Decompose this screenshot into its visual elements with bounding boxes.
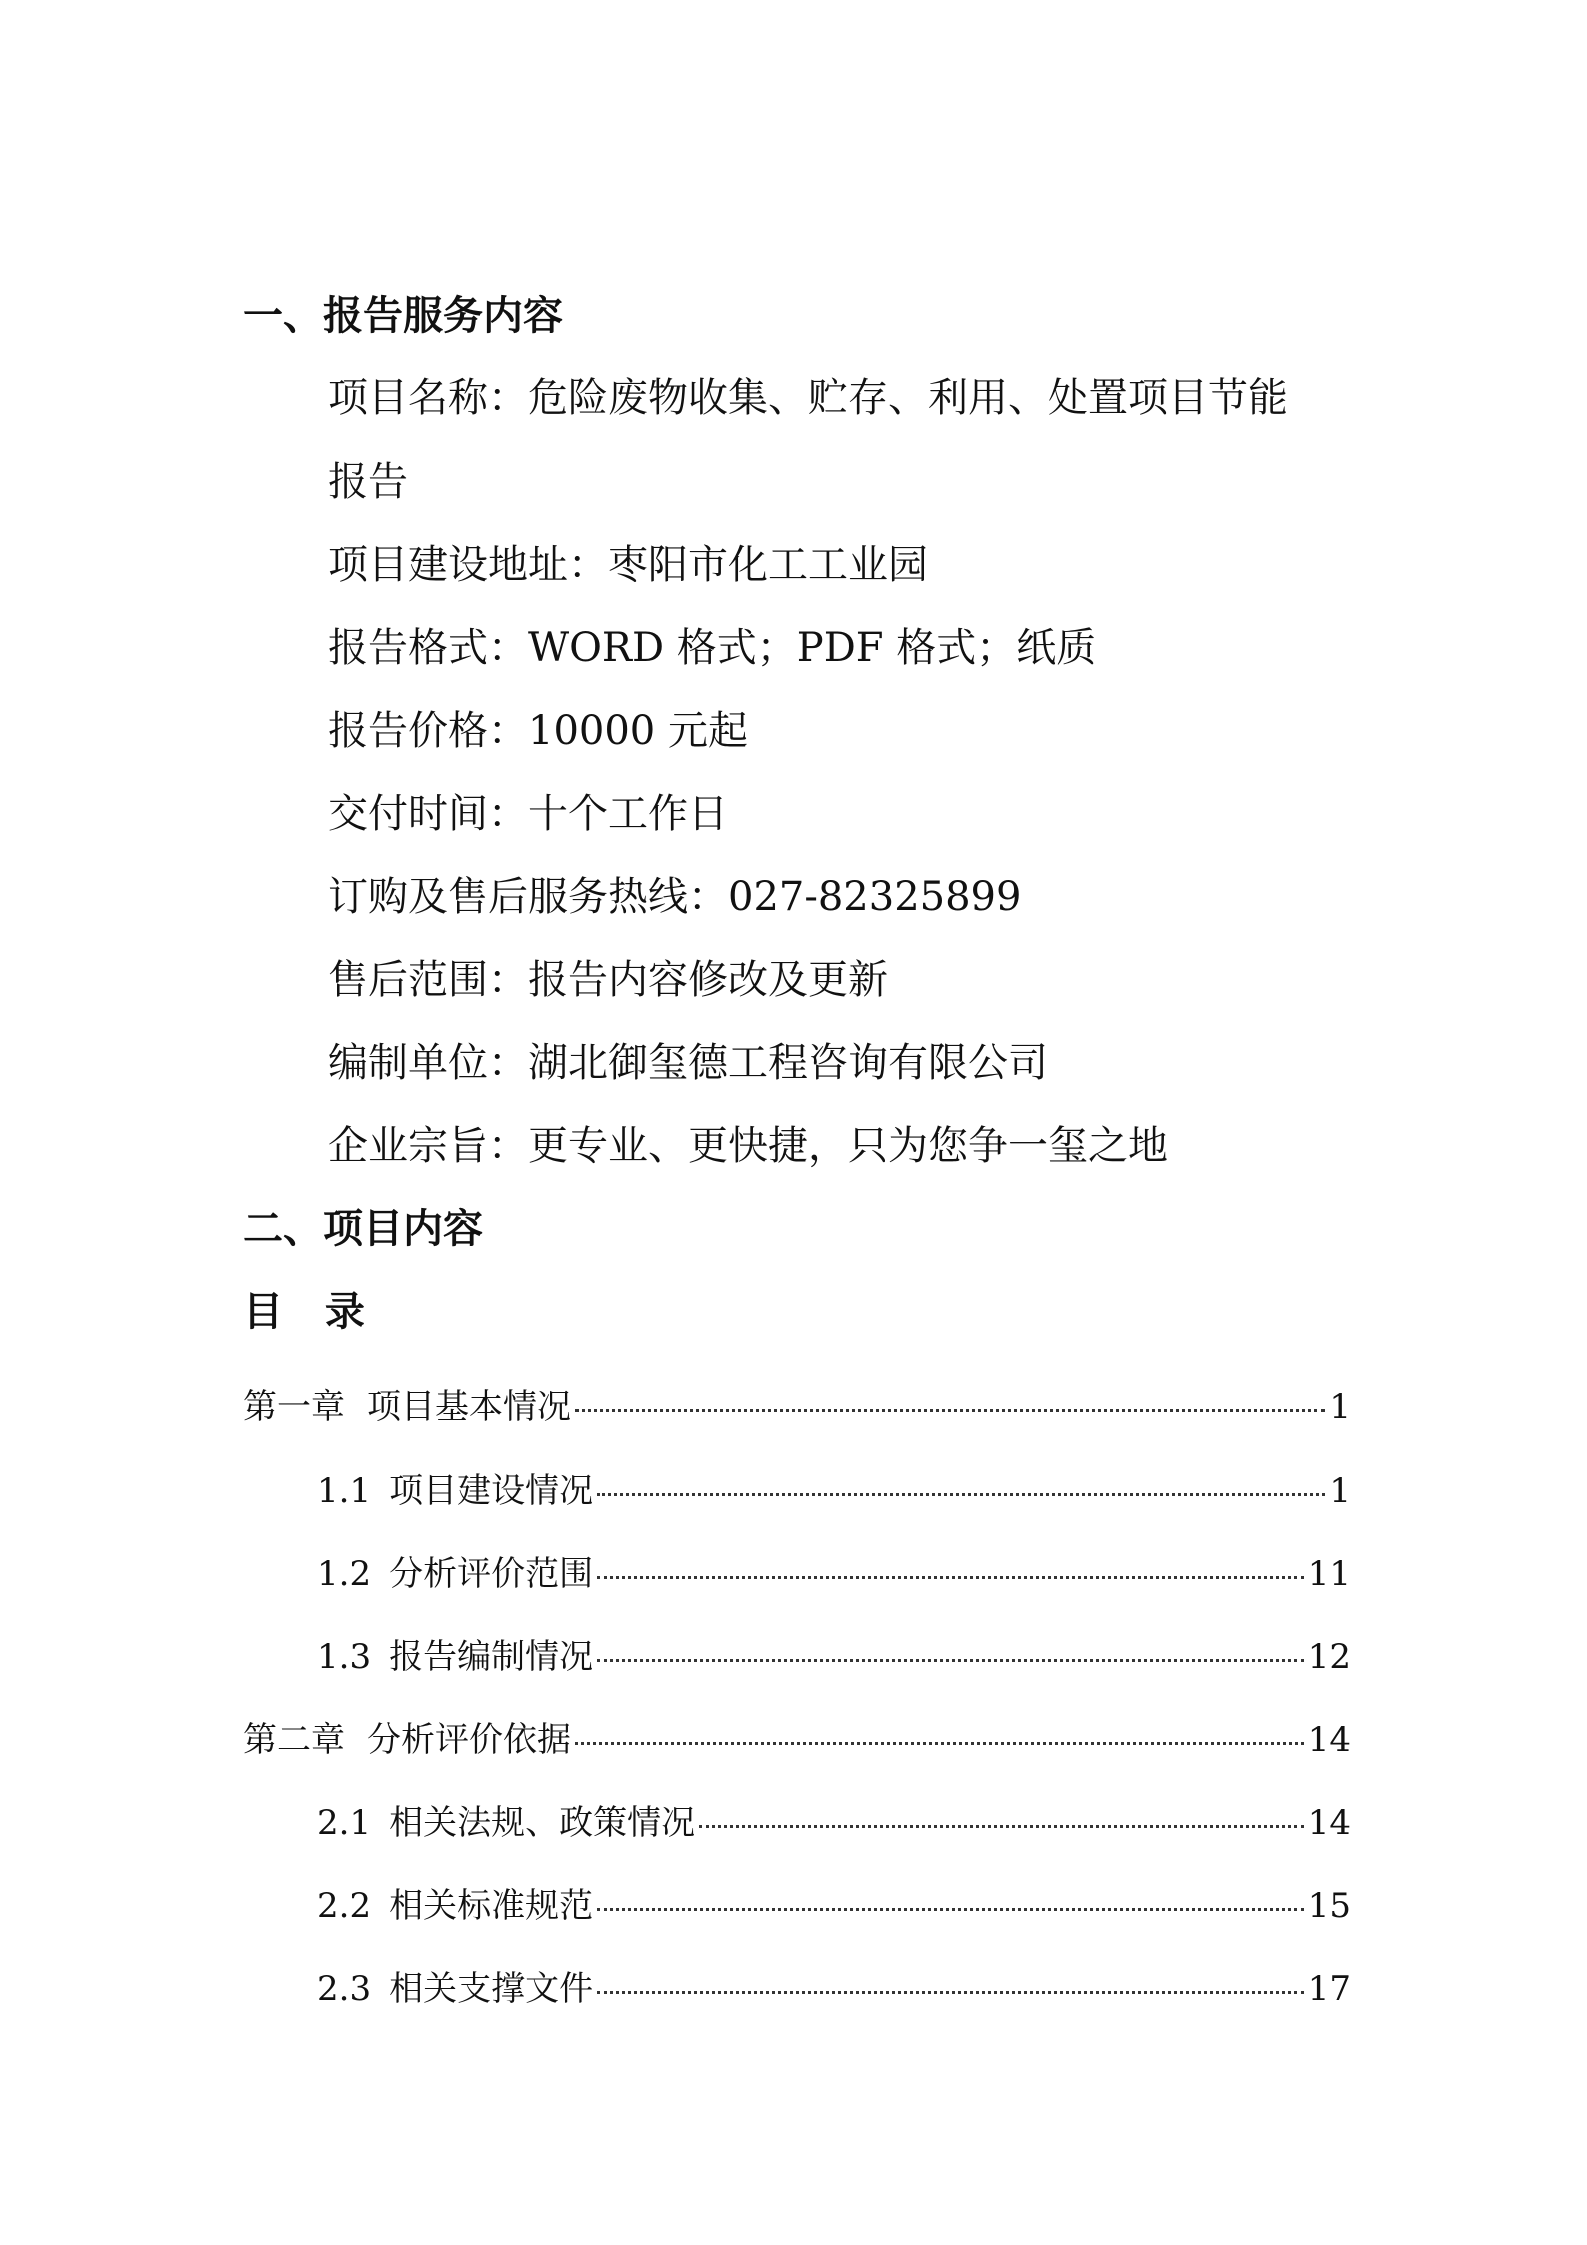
toc-entry-title: 相关支撑文件 [389, 1969, 594, 2009]
toc-entry[interactable] [317, 1801, 1351, 1845]
toc-entry-title: 分析评价范围 [389, 1554, 594, 1594]
toc-entry-title: 项目基本情况 [367, 1387, 571, 1427]
toc-entry-title: 项目建设情况 [389, 1471, 594, 1511]
project-address: 项目建设地址：枣阳市化工工业园 [328, 542, 928, 588]
toc-leader-dots [699, 1825, 1304, 1828]
toc-entry[interactable] [317, 1967, 1351, 2011]
report-format: 报告格式：WORD 格式；PDF 格式；纸质 [328, 625, 1097, 671]
toc-leader-dots [575, 1742, 1304, 1745]
toc-entry[interactable] [243, 1718, 1351, 1762]
toc-entry-title: 相关标准规范 [389, 1886, 594, 1926]
toc-entry-number: 1.1 [317, 1471, 372, 1511]
toc-entry-page: 14 [1307, 1803, 1351, 1843]
service-hotline: 订购及售后服务热线：027-82325899 [328, 874, 1022, 920]
toc-entry-page: 15 [1307, 1886, 1351, 1926]
compiler-unit: 编制单位：湖北御玺德工程咨询有限公司 [328, 1040, 1048, 1086]
toc-leader-dots [597, 1908, 1304, 1911]
project-name-line2: 报告 [328, 459, 408, 505]
toc-entry[interactable] [317, 1552, 1351, 1596]
toc-title: 目 录 [243, 1289, 379, 1335]
toc-entry-number: 2.1 [317, 1803, 372, 1843]
toc-leader-dots [597, 1576, 1304, 1579]
toc-entry-number: 第二章 [243, 1720, 345, 1760]
toc-entry-title: 相关法规、政策情况 [389, 1803, 696, 1843]
report-price: 报告价格：10000 元起 [328, 708, 748, 754]
toc-entry-number: 2.2 [317, 1886, 372, 1926]
toc-entry-number: 2.3 [317, 1969, 372, 2009]
toc-entry-page: 11 [1307, 1554, 1351, 1594]
after-sales-scope: 售后范围：报告内容修改及更新 [328, 957, 888, 1003]
toc-leader-dots [597, 1659, 1304, 1662]
toc-leader-dots [597, 1991, 1304, 1994]
toc-entry-title: 分析评价依据 [367, 1720, 571, 1760]
toc-entry-page: 17 [1307, 1969, 1351, 2009]
toc-entry-title: 报告编制情况 [389, 1637, 594, 1677]
toc-entry[interactable] [317, 1884, 1351, 1928]
toc-entry[interactable] [243, 1385, 1351, 1429]
toc-entry-number: 1.3 [317, 1637, 372, 1677]
project-name-line1: 项目名称：危险废物收集、贮存、利用、处置项目节能 [328, 375, 1288, 421]
delivery-time: 交付时间：十个工作日 [328, 791, 728, 837]
toc-entry-page: 14 [1307, 1720, 1351, 1760]
section-heading-project: 二、项目内容 [243, 1206, 483, 1252]
toc-entry-page: 12 [1307, 1637, 1351, 1677]
toc-entry-number: 1.2 [317, 1554, 372, 1594]
toc-entry-page: 1 [1329, 1471, 1351, 1511]
section-heading-service: 一、报告服务内容 [243, 293, 563, 339]
toc-entry[interactable] [317, 1635, 1351, 1679]
toc-entry-number: 第一章 [243, 1387, 345, 1427]
toc-entry[interactable] [317, 1469, 1351, 1513]
company-purpose: 企业宗旨：更专业、更快捷，只为您争一玺之地 [328, 1123, 1168, 1169]
toc-leader-dots [597, 1493, 1325, 1496]
toc-leader-dots [575, 1409, 1325, 1412]
toc-entry-page: 1 [1329, 1387, 1351, 1427]
